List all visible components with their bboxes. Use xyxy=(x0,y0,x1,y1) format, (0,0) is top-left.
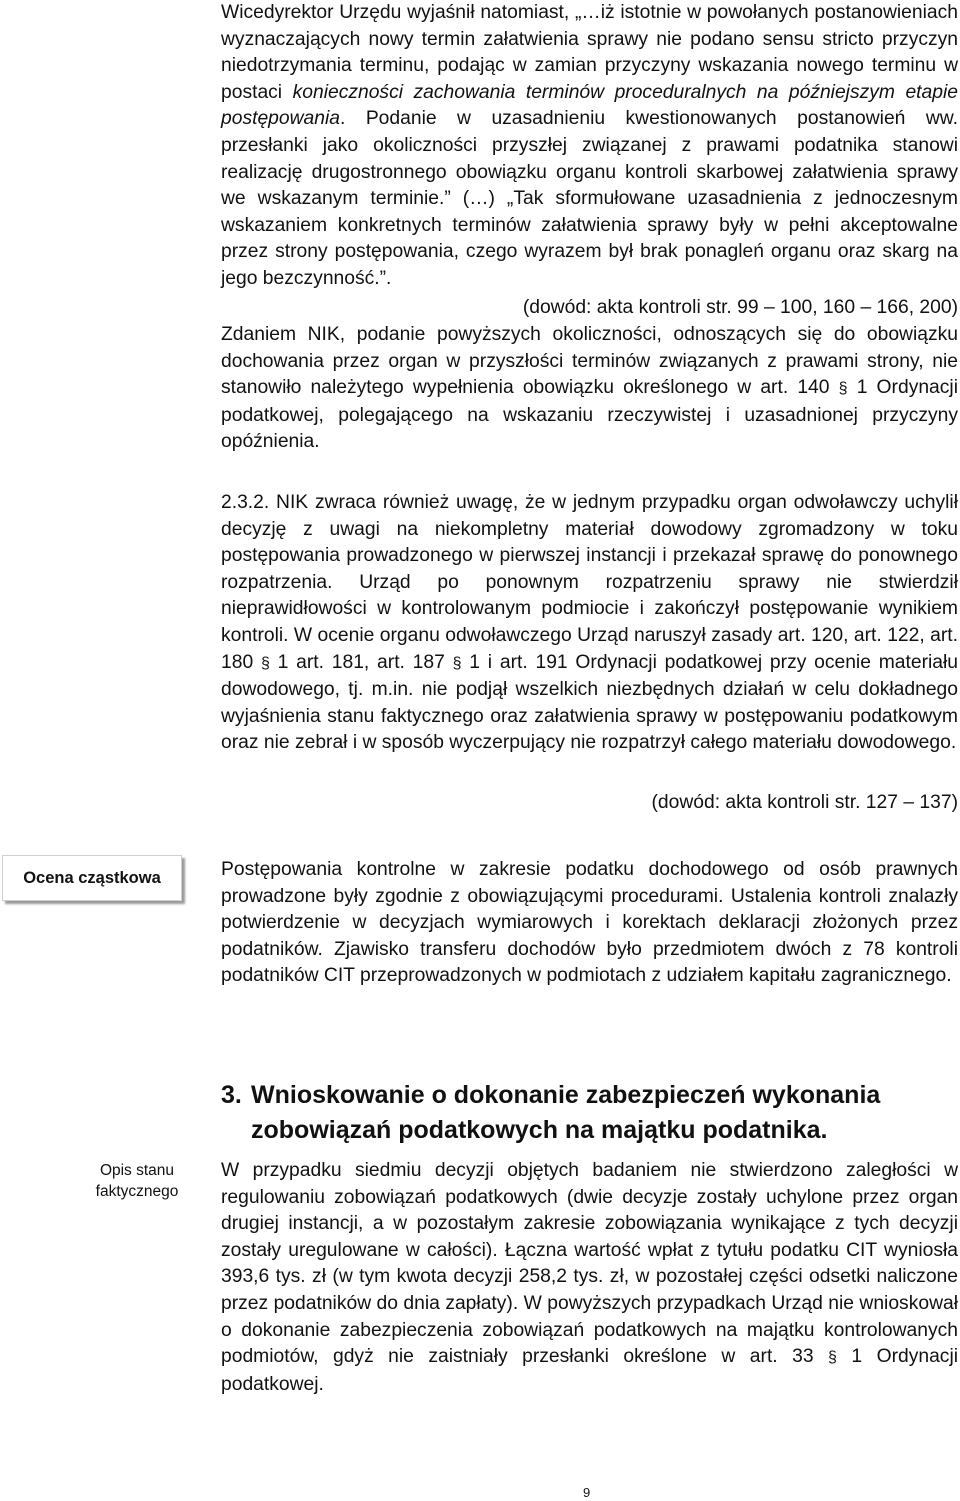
evidence-note-2: (dowód: akta kontroli str. 127 – 137) xyxy=(651,792,958,813)
section-3-heading xyxy=(221,1078,941,1148)
section-title-line1: Wnioskowanie o dokonanie zabezpieczeń wykonania xyxy=(251,1081,881,1109)
section-sign: § xyxy=(828,1349,837,1367)
side-note-facts: Opis stanu faktycznego xyxy=(95,1162,179,1200)
page-number: 9 xyxy=(583,1485,591,1500)
explanation-text: Wicedyrektor Urzędu wyjaśnił natomiast, „…iż istotnie w powołanych postanowieniach wyznaczających nowy termin załatwienia sprawy nie podano sensu stricto przyczyn niedotrzymania terminu, podając w zamian przyczyny wskazania nowego terminu w postaci konieczności zachowania terminów proceduralnych na późniejszym etapie postępowania. Podanie w uzasadnieniu kwestionowanych postanowień ww. przesłanki jako okoliczności przyszłej związanej z prawami podatnika stanowi realizację drugostronnego obowiązku organu kontroli skarbowej załatwienia sprawy we wskazanym terminie.” (…) „Tak sformułowane uzasadnienia z jednoczesnym wskazaniem konkretnych terminów załatwienia sprawy były w pełni akceptowalne przez strony postępowania, czego wyrazem był brak ponagleń organu oraz skarg na jego bezczynność.”. xyxy=(221,2,958,289)
paragraph-nik-opinion: Zdaniem NIK, podanie powyższych okoliczności, odnoszących się do obowiązku dochowania przez organ w przyszłości terminów związanych z prawami strony, nie stanowiło należytego wypełnienia obowiązku określonego w art. 140 § 1 Ordynacji podatkowej, polegającego na wskazaniu rzeczywistej i uzasadnionej przyczyny opóźnienia. xyxy=(221,324,958,453)
section-3-text: W przypadku siedmiu decyzji objętych badaniem nie stwierdzono zaległości w regulowaniu zobowiązań podatkowych (dwie decyzje zostały uchylone przez organ drugiej instancji, a w pozostałym zakresie zobowiązania wynikające z tych decyzji zostały uregulowane w całości). Łączna wartość wpłat z tytułu podatku CIT wyniosła 393,6 tys. zł (w tym kwota decyzji 258,2 tys. zł, w pozostałej części odsetki naliczone przez podatników do dnia zapłaty). W powyższych przypadkach Urząd nie wnioskował o dokonanie zabezpieczenia zobowiązań podatkowych na majątku kontrolowanych podmiotów, gdyż nie zaistniały przesłanki określone w art. 33 § 1 Ordynacji podatkowej. xyxy=(221,1160,959,1395)
section-sign: § xyxy=(838,380,848,398)
section-title-line2: zobowiązań podatkowych na majątku podatnika. xyxy=(251,1116,828,1144)
section-number: 3. xyxy=(221,1081,242,1109)
evidence-note-1: (dowód: akta kontroli str. 99 – 100, 160 – 166, 200) xyxy=(522,297,958,318)
section-sign: § xyxy=(452,654,462,672)
assessment-label: Ocena cząstkowa xyxy=(23,868,161,887)
paragraph-2-3-2: 2.3.2. NIK zwraca również uwagę, że w jednym przypadku organ odwoławczy uchylił decyzję z uwagi na niekompletny materiał dowodowy zgromadzony w toku postępowania prowadzonego w pierwszej instancji i przekazał sprawę do ponownego rozpatrzenia. Urząd po ponownym rozpatrzeniu sprawy nie stwierdził nieprawidłowości w kontrolowanym podmiocie i zakończył postępowanie wynikiem kontroli. W ocenie organu odwoławczego Urząd naruszył zasady art. 120, art. 122, art. 180 § 1 art. 181, art. 187 § 1 i art. 191 Ordynacji podatkowej przy ocenie materiału dowodowego, tj. m.in. nie podjął wszelkich niezbędnych działań w celu dokładnego wyjaśnienia stanu faktycznego oraz załatwienia sprawy w postępowaniu podatkowym oraz nie zebrał i w sposób wyczerpujący nie rozpatrzył całego materiału dowodowego. xyxy=(221,492,959,754)
assessment-label-box xyxy=(2,855,182,901)
section-sign: § xyxy=(260,654,270,672)
paragraph-explanation xyxy=(221,0,958,293)
assessment-text: Postępowania kontrolne w zakresie podatku dochodowego od osób prawnych prowadzone były zgodnie z obowiązującymi procedurami. Ustalenia kontroli znalazły potwierdzenie w decyzjach wymiarowych i korektach deklaracji złożonych przez podatników. Zjawisko transferu dochodów było przedmiotem dwóch z 78 kontroli podatników CIT przeprowadzonych w podmiotach z udziałem kapitału zagranicznego. xyxy=(221,859,958,987)
